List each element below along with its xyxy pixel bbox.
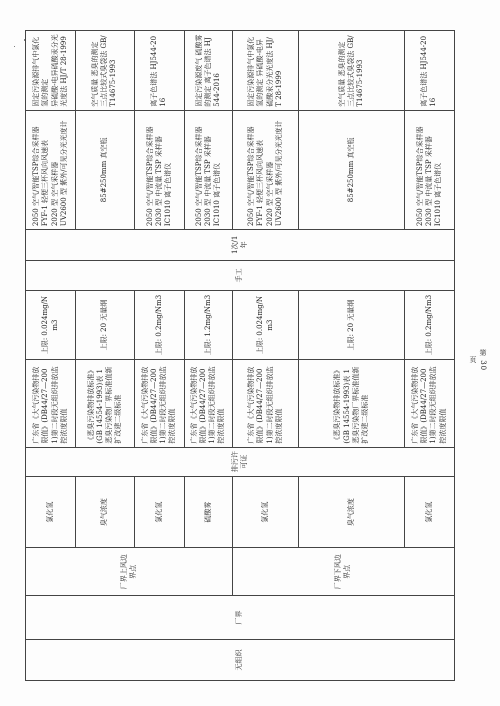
limit-cell: 上限: 0.2mg/Nm3 xyxy=(404,291,454,360)
equipment-cell: 85#250mm 真空瓶 xyxy=(76,110,135,229)
pollutant-cell: 硫酸雾 xyxy=(184,476,232,548)
pollutant-cell: 氯化氢 xyxy=(26,476,76,548)
basis-cell: 《恶臭污染物排放标准》(GB 14554-1993)表 1 恶臭污染物厂界标准值新扩改建二级标准 xyxy=(299,360,405,448)
equipment-cell: 2050 空气/智能TSP综合采样器 2030 型 中流量 TSP 采样器 IC1010 离子色谱仪 xyxy=(404,110,454,229)
frequency-cell: 1次/1年 xyxy=(26,230,455,261)
equipment-cell: 2050 空气/智能TSP综合采样器 2030 型 中流量 TSP 采样器 IC1010 离子色谱仪 xyxy=(184,110,232,229)
method-cell: 空气质量 恶臭的测定 三点比较式臭袋法 GB/T14675-1993 xyxy=(299,31,405,111)
equipment-cell: 2050 空气/智能TSP综合采样器 FYF-1 轻便三杯风向风速表 2020 型 空气采样器 UV2600 型 紫外/可见分光光度计 xyxy=(232,110,299,229)
limit-cell: 上限: 0.024mg/Nm3 xyxy=(26,291,76,360)
basis-cell: 广东省《大气污染物排放限值》(DB44/27—2001)第二时段无组织排放监控浓度限值 xyxy=(26,360,76,448)
basis-cell: 广东省《大气污染物排放限值》(DB44/27—2001)第二时段无组织排放监控浓度限值 xyxy=(184,360,232,448)
category-cell: 无组织 xyxy=(26,639,455,680)
basis-cell: 广东省《大气污染物排放限值》(DB44/27—2001)第二时段无组织排放监控浓度限值 xyxy=(404,360,454,448)
pollutant-cell: 氯化氢 xyxy=(404,476,454,548)
basis-cell: 《恶臭污染物排放标准》(GB 14554-1993)表 1 恶臭污染物厂界标准值新扩改建二级标准 xyxy=(76,360,135,448)
equipment-cell: 85#250mm 真空瓶 xyxy=(299,110,405,229)
scan-speck xyxy=(14,46,15,47)
method-cell: 固定污染源排气中氯化氢的测定 异硫酸-电异硫酸汞分光光度法 HJ/T 28-1999 xyxy=(232,31,299,111)
monitoring-table xyxy=(25,30,455,681)
equipment-cell: 2050 空气/智能TSP综合采样器 2030 型 中流量 TSP 采样器 IC1010 离子色谱仪 xyxy=(134,110,184,229)
method-cell: 离子色谱法 HJ544-2016 xyxy=(404,31,454,111)
limit-cell: 上限: 0.024mg/Nm3 xyxy=(232,291,299,360)
basis-cell: 广东省《大气污染物排放限值》(DB44/27—2001)第二时段无组织排放监控浓度限值 xyxy=(134,360,184,448)
limit-cell: 上限: 0.2mg/Nm3 xyxy=(134,291,184,360)
limit-cell: 上限: 20 无量纲 xyxy=(299,291,405,360)
pollutant-cell: 臭气浓度 xyxy=(299,476,405,548)
pollutant-cell: 氯化氢 xyxy=(232,476,299,548)
method-cell: 离子色谱法 HJ544-2016 xyxy=(134,31,184,111)
limit-cell: 上限: 20 无量纲 xyxy=(76,291,135,360)
pollutant-cell: 臭气浓度 xyxy=(76,476,135,548)
location-cell: 厂界 xyxy=(26,596,455,640)
method-cell: 空气质量 恶臭的测定 三点比较式臭袋法 GB/T14675-1993 xyxy=(76,31,135,111)
sampling-cell: 手工 xyxy=(26,260,455,291)
downwind-point-cell: 厂界下风边界点 xyxy=(232,548,454,596)
equipment-cell: 2050 空气/智能TSP综合采样器 FYF-1 轻便三杯风向风速表 2020 型 空气采样器 UV2600 型 紫外/可见分光光度计 xyxy=(26,110,76,229)
basis-cell: 广东省《大气污染物排放限值》(DB44/27—2001)第二时段无组织排放监控浓度限值 xyxy=(232,360,299,448)
upwind-point-cell: 厂界上风边界点 xyxy=(26,548,233,596)
permit-cell: 排污许可证 xyxy=(26,447,455,476)
method-cell: 固定污染源废气 硫酸雾的测定 离子色谱法 HJ544-2016 xyxy=(184,31,232,111)
limit-cell: 上限: 1.2mg/Nm3 xyxy=(184,291,232,360)
page-number: 第 30 页 xyxy=(469,348,487,372)
pollutant-cell: 氯化氢 xyxy=(134,476,184,548)
method-cell: 固定污染源排气中氯化氢的测定 异硫酸-电异硫酸汞分光光度法 HJ/T 28-1999 xyxy=(26,31,76,111)
monitoring-table-rotated xyxy=(25,30,455,681)
